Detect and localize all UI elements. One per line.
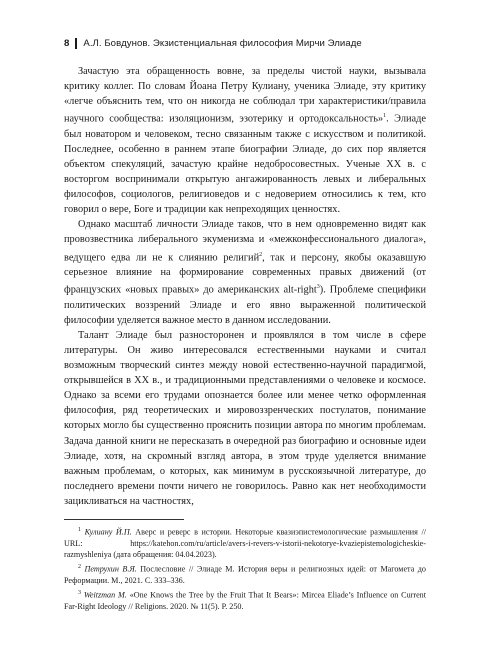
footnote-ref-3: 3	[316, 284, 320, 291]
footnote-3	[64, 588, 426, 612]
paragraph-1	[64, 64, 426, 217]
paragraph-2	[64, 217, 426, 328]
page-number: 8	[64, 38, 70, 49]
footnote-1	[64, 525, 426, 560]
footnote-text: «One Knows the Tree by the Fruit That It Bears»: Mircea Eliade’s Influence on Current Far-Right Ideology // Religions. 2020. № 11(5). P. 250.	[64, 591, 427, 612]
header-separator	[75, 38, 77, 49]
paragraph-text: , так и персону, якобы оказавшую серьезное влияние на формирование современных правых движений (от французских «новых правых» до американских alt-right	[64, 252, 426, 296]
paragraph-text: Однако масштаб личности Элиаде таков, что в нем одновременно видят как провозвестника либерального экуменизма и «межконфессионального диалога», ведущего едва ли не к слиянию религий	[64, 219, 426, 263]
footnote-ref-1: 1	[383, 113, 387, 120]
footnote-author: Weitzman M.	[83, 591, 127, 601]
footnote-number: 3	[78, 590, 81, 597]
footnote-rule	[64, 519, 184, 520]
body-text	[64, 64, 426, 509]
paragraph-text: ). Проблеме специфики политических воззрений Элиаде и его явно выраженной политической философии уделяется важное место в данном исследовании.	[64, 284, 427, 326]
footnote-number: 2	[78, 564, 81, 571]
running-title: А.Л. Бовдунов. Экзистенциальная философия Мирчи Элиаде	[83, 38, 362, 49]
footnote-ref-2: 2	[259, 251, 263, 258]
footnotes	[64, 525, 426, 613]
footnote-text: Аверс и реверс в истории. Некоторые квазиэпистемологические размышления // URL: https://katehon.com/ru/article/avers-i-revers-v-istorii-nekotorye-kvaziepistemologicheskie-razmyshleniya (дата обращения: 04.04.2023).	[64, 527, 426, 560]
paragraph-text: Талант Элиаде был разносторонен и проявлялся в том числе в сфере литературы. Он живо интересовался естественными науками и считал возможным творческий синтез между новой естественно-научной парадигмой, открывшейся в XX в., и традиционными представлениями о человеке и космосе. Однако за всеми его трудами опознается более или менее четко оформленная философия, ряд теоретических и мировоззренческих постулатов, понимание которых могло бы существенно прояснить позиции автора по многим проблемам. Задача данной книги не пересказать в очередной раз биографию и основные идеи Элиаде, хотя, на скромный взгляд автора, в этом труде уделяется внимание важным проблемам, о которых, как минимум в русскоязычной литературе, до последнего времени почти ничего не говорилось. Равно как нет необходимости зацикливаться на частностях,	[64, 329, 426, 507]
footnote-text: Послесловие // Элиаде М. История веры и религиозных идей: от Магомета до Реформации. М., 2021. С. 333–336.	[64, 565, 426, 586]
paragraph-text: . Элиаде был новатором и человеком, тесно связанным также с искусством и политикой. Последнее, особенно в раннем этапе биографии Элиаде, до сих пор является объектом спекуляций, зачастую крайне недобросовестных. Ученые XX в. с восторгом воспринимали открытую ангажированность левых и либеральных философов, социологов, религиоведов и с недоверием относились к тем, кто говорил о вере, Боге и традиции как непреходящих ценностях.	[64, 113, 426, 216]
running-header	[64, 38, 426, 49]
paragraph-3	[64, 328, 426, 509]
footnote-number: 1	[78, 527, 81, 534]
footnote-author: Петрухин В.Я.	[84, 565, 137, 575]
paragraph-text: Зачастую эта обращенность вовне, за пределы чистой науки, вызывала критику коллег. По словам Йоана Петру Кулиану, ученика Элиаде, эту критику «легче объяснить тем, что он никогда не соблюдал три характеристики/правила научного сообщества: изоляционизм, эзотерику и ортодоксальность»	[64, 66, 426, 125]
footnote-author: Кулиану Й.П.	[84, 527, 132, 537]
footnote-2	[64, 562, 426, 586]
